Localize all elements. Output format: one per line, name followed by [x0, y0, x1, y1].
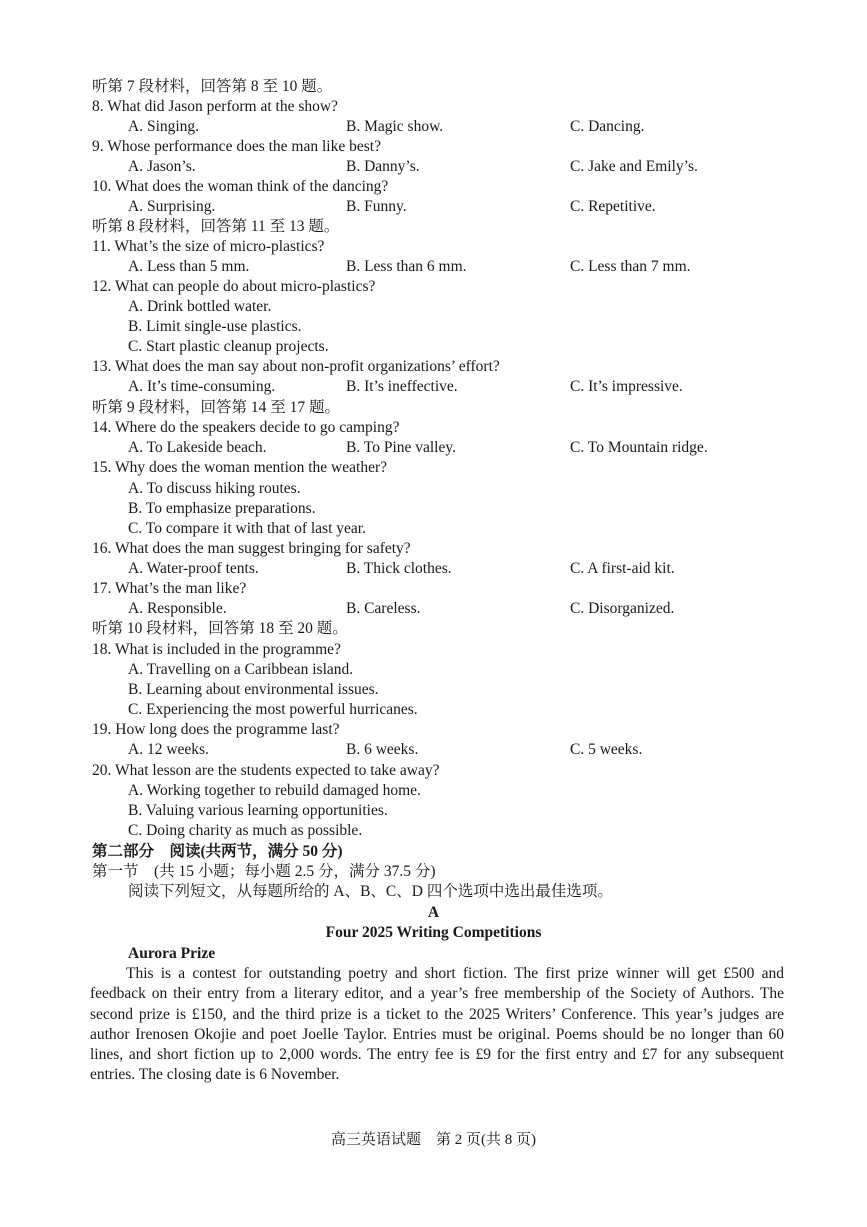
q15-option-c: C. To compare it with that of last year. [128, 520, 366, 537]
question-8: 8. What did Jason perform at the show? [92, 98, 338, 115]
q19-option-b: B. 6 weeks. [346, 741, 419, 758]
question-14: 14. Where do the speakers decide to go camping? [92, 419, 400, 436]
question-11: 11. What’s the size of micro-plastics? [92, 238, 325, 255]
q17-option-c: C. Disorganized. [570, 600, 675, 617]
part-two-heading: 第二部分 阅读(共两节，满分 50 分) [92, 843, 343, 860]
question-18: 18. What is included in the programme? [92, 641, 341, 658]
q11-option-c: C. Less than 7 mm. [570, 258, 691, 275]
prize-paragraph [90, 964, 784, 1086]
q9-option-b: B. Danny’s. [346, 158, 420, 175]
question-20: 20. What lesson are the students expected to take away? [92, 762, 440, 779]
q11-option-a: A. Less than 5 mm. [128, 258, 250, 275]
q16-option-c: C. A first-aid kit. [570, 560, 675, 577]
q13-option-a: A. It’s time-consuming. [128, 378, 276, 395]
section-intro-9: 听第 9 段材料，回答第 14 至 17 题。 [92, 399, 341, 416]
q14-option-b: B. To Pine valley. [346, 439, 456, 456]
q17-option-b: B. Careless. [346, 600, 421, 617]
question-15: 15. Why does the woman mention the weather? [92, 459, 387, 476]
q8-option-a: A. Singing. [128, 118, 200, 135]
question-17: 17. What’s the man like? [92, 580, 247, 597]
q10-option-b: B. Funny. [346, 198, 407, 215]
q15-option-b: B. To emphasize preparations. [128, 500, 316, 517]
prize-heading: Aurora Prize [128, 945, 216, 962]
question-13: 13. What does the man say about non-profit organizations’ effort? [92, 358, 500, 375]
q20-option-c: C. Doing charity as much as possible. [128, 822, 363, 839]
q9-option-c: C. Jake and Emily’s. [570, 158, 698, 175]
passage-title: Four 2025 Writing Competitions [325, 924, 542, 941]
section-intro-10: 听第 10 段材料，回答第 18 至 20 题。 [92, 620, 348, 637]
q19-option-c: C. 5 weeks. [570, 741, 643, 758]
q14-option-c: C. To Mountain ridge. [570, 439, 708, 456]
q8-option-b: B. Magic show. [346, 118, 444, 135]
q17-option-a: A. Responsible. [128, 600, 227, 617]
q11-option-b: B. Less than 6 mm. [346, 258, 467, 275]
page-footer: 高三英语试题 第 2 页(共 8 页) [331, 1132, 536, 1148]
q10-option-a: A. Surprising. [128, 198, 216, 215]
q9-option-a: A. Jason’s. [128, 158, 196, 175]
q12-option-c: C. Start plastic cleanup projects. [128, 338, 329, 355]
q10-option-c: C. Repetitive. [570, 198, 656, 215]
q16-option-b: B. Thick clothes. [346, 560, 452, 577]
q20-option-a: A. Working together to rebuild damaged home. [128, 782, 421, 799]
q12-option-b: B. Limit single-use plastics. [128, 318, 302, 335]
q18-option-c: C. Experiencing the most powerful hurricanes. [128, 701, 418, 718]
question-19: 19. How long does the programme last? [92, 721, 340, 738]
question-9: 9. Whose performance does the man like best? [92, 138, 381, 155]
question-10: 10. What does the woman think of the dancing? [92, 178, 389, 195]
question-12: 12. What can people do about micro-plastics? [92, 278, 376, 295]
reading-instruction: 阅读下列短文，从每题所给的 A、B、C、D 四个选项中选出最佳选项。 [128, 883, 613, 900]
q16-option-a: A. Water-proof tents. [128, 560, 259, 577]
section-intro-7: 听第 7 段材料，回答第 8 至 10 题。 [92, 78, 333, 95]
passage-letter: A [427, 904, 440, 921]
q20-option-b: B. Valuing various learning opportunities. [128, 802, 388, 819]
q18-option-b: B. Learning about environmental issues. [128, 681, 379, 698]
q19-option-a: A. 12 weeks. [128, 741, 209, 758]
prize-paragraph-text: This is a contest for outstanding poetry and short fiction. The first prize winner will get £500 and feedback on their entry from a literary editor, and a year’s free membership of the Society of Authors. The second prize is £150, and the third prize is a ticket to the 2025 Writers’ Conference. This year’s judges are author Irenosen Okojie and poet Joelle Taylor. Entries must be original. Poems should be no longer than 60 lines, and short fiction up to 2,000 words. The entry fee is £9 for the first entry and £7 for any subsequent entries. The closing date is 6 November. [90, 965, 784, 1084]
q13-option-b: B. It’s ineffective. [346, 378, 458, 395]
part-two-section-one: 第一节 (共 15 小题；每小题 2.5 分，满分 37.5 分) [92, 863, 436, 880]
question-16: 16. What does the man suggest bringing for safety? [92, 540, 411, 557]
q8-option-c: C. Dancing. [570, 118, 645, 135]
section-intro-8: 听第 8 段材料，回答第 11 至 13 题。 [92, 218, 340, 235]
q13-option-c: C. It’s impressive. [570, 378, 683, 395]
q18-option-a: A. Travelling on a Caribbean island. [128, 661, 354, 678]
q12-option-a: A. Drink bottled water. [128, 298, 272, 315]
q15-option-a: A. To discuss hiking routes. [128, 480, 301, 497]
q14-option-a: A. To Lakeside beach. [128, 439, 267, 456]
